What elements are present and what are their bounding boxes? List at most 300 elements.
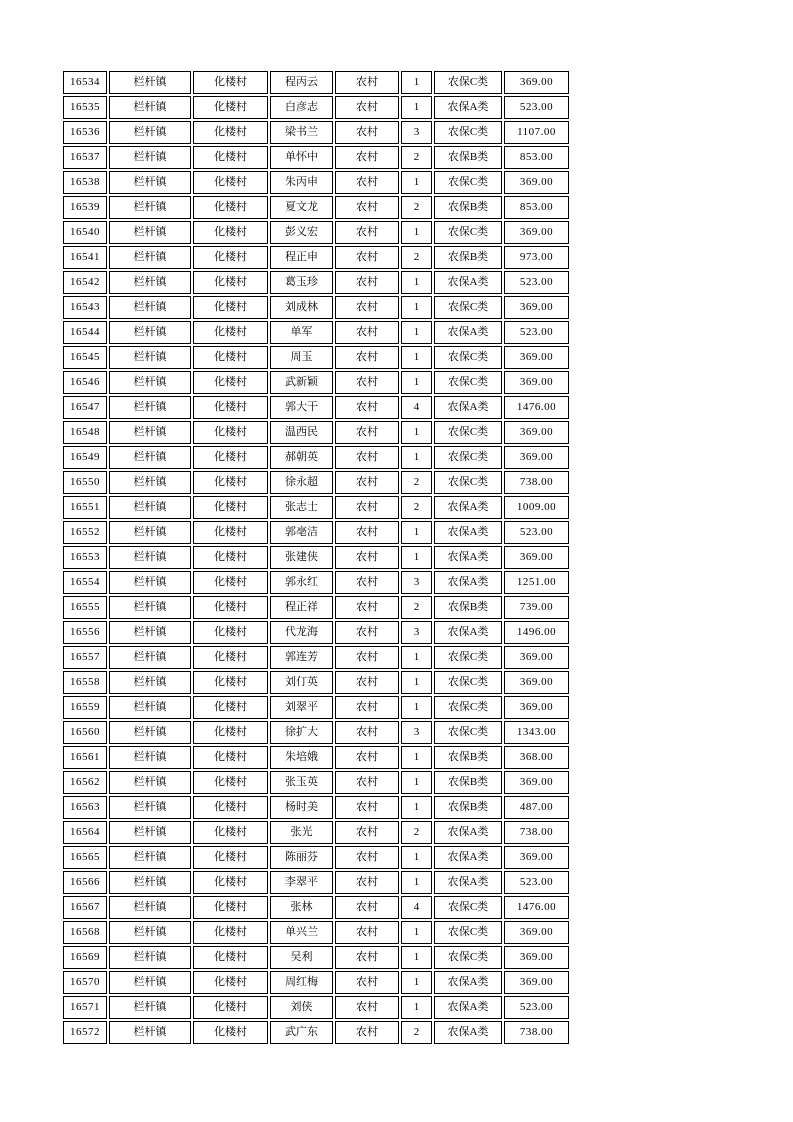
records-table-body [63,71,569,1044]
cell-insurance_class: 农保C类 [434,171,502,194]
cell-name: 温西民 [270,421,333,444]
cell-village: 化楼村 [193,571,268,594]
cell-amount: 523.00 [504,996,569,1019]
records-table [61,69,571,1046]
cell-insurance_class: 农保C类 [434,946,502,969]
cell-count: 2 [401,146,432,169]
cell-amount: 853.00 [504,196,569,219]
cell-town: 栏杆镇 [109,771,191,794]
cell-name: 程正申 [270,246,333,269]
table-row [63,296,569,319]
cell-category: 农村 [335,471,399,494]
table-row [63,246,569,269]
cell-count: 3 [401,721,432,744]
table-row [63,346,569,369]
cell-village: 化楼村 [193,846,268,869]
cell-village: 化楼村 [193,646,268,669]
cell-id: 16561 [63,746,107,769]
cell-category: 农村 [335,1021,399,1044]
cell-town: 栏杆镇 [109,846,191,869]
cell-insurance_class: 农保C类 [434,896,502,919]
cell-category: 农村 [335,421,399,444]
cell-insurance_class: 农保C类 [434,646,502,669]
table-row [63,521,569,544]
cell-name: 夏文龙 [270,196,333,219]
cell-town: 栏杆镇 [109,871,191,894]
cell-id: 16563 [63,796,107,819]
cell-town: 栏杆镇 [109,696,191,719]
cell-insurance_class: 农保A类 [434,546,502,569]
cell-insurance_class: 农保A类 [434,571,502,594]
cell-village: 化楼村 [193,1021,268,1044]
cell-name: 周玉 [270,346,333,369]
cell-count: 2 [401,821,432,844]
table-row [63,371,569,394]
cell-id: 16535 [63,96,107,119]
cell-category: 农村 [335,871,399,894]
cell-insurance_class: 农保A类 [434,996,502,1019]
cell-village: 化楼村 [193,596,268,619]
cell-village: 化楼村 [193,421,268,444]
cell-category: 农村 [335,271,399,294]
cell-id: 16552 [63,521,107,544]
cell-category: 农村 [335,996,399,1019]
cell-insurance_class: 农保B类 [434,596,502,619]
cell-count: 1 [401,296,432,319]
cell-village: 化楼村 [193,496,268,519]
cell-town: 栏杆镇 [109,446,191,469]
cell-amount: 369.00 [504,296,569,319]
cell-village: 化楼村 [193,321,268,344]
cell-insurance_class: 农保C类 [434,346,502,369]
cell-amount: 523.00 [504,521,569,544]
cell-category: 农村 [335,821,399,844]
cell-amount: 738.00 [504,1021,569,1044]
cell-village: 化楼村 [193,696,268,719]
cell-name: 单怀中 [270,146,333,169]
cell-amount: 523.00 [504,321,569,344]
cell-insurance_class: 农保A类 [434,521,502,544]
cell-insurance_class: 农保C类 [434,921,502,944]
cell-insurance_class: 农保C类 [434,371,502,394]
cell-name: 李翠平 [270,871,333,894]
cell-village: 化楼村 [193,121,268,144]
cell-id: 16538 [63,171,107,194]
cell-amount: 1476.00 [504,896,569,919]
cell-name: 梁书兰 [270,121,333,144]
cell-town: 栏杆镇 [109,671,191,694]
cell-town: 栏杆镇 [109,121,191,144]
table-row [63,96,569,119]
cell-town: 栏杆镇 [109,246,191,269]
cell-category: 农村 [335,571,399,594]
cell-amount: 369.00 [504,946,569,969]
document-page [61,69,571,1046]
cell-insurance_class: 农保B类 [434,771,502,794]
cell-amount: 369.00 [504,171,569,194]
cell-id: 16537 [63,146,107,169]
cell-count: 2 [401,196,432,219]
cell-id: 16555 [63,596,107,619]
cell-insurance_class: 农保C类 [434,446,502,469]
cell-amount: 369.00 [504,446,569,469]
cell-insurance_class: 农保A类 [434,821,502,844]
cell-village: 化楼村 [193,521,268,544]
cell-insurance_class: 农保B类 [434,196,502,219]
cell-name: 张建侠 [270,546,333,569]
cell-id: 16568 [63,921,107,944]
cell-category: 农村 [335,221,399,244]
cell-amount: 853.00 [504,146,569,169]
cell-count: 2 [401,1021,432,1044]
cell-amount: 523.00 [504,871,569,894]
cell-town: 栏杆镇 [109,271,191,294]
table-row [63,821,569,844]
cell-id: 16560 [63,721,107,744]
cell-town: 栏杆镇 [109,921,191,944]
cell-village: 化楼村 [193,296,268,319]
cell-name: 周红梅 [270,971,333,994]
cell-insurance_class: 农保C类 [434,671,502,694]
cell-count: 1 [401,696,432,719]
cell-town: 栏杆镇 [109,596,191,619]
cell-count: 1 [401,921,432,944]
table-row [63,446,569,469]
cell-count: 1 [401,671,432,694]
cell-category: 农村 [335,721,399,744]
cell-village: 化楼村 [193,246,268,269]
cell-id: 16562 [63,771,107,794]
cell-count: 1 [401,221,432,244]
cell-village: 化楼村 [193,946,268,969]
cell-category: 农村 [335,546,399,569]
table-row [63,546,569,569]
cell-village: 化楼村 [193,271,268,294]
cell-id: 16565 [63,846,107,869]
cell-count: 1 [401,746,432,769]
cell-name: 郭连芳 [270,646,333,669]
cell-village: 化楼村 [193,546,268,569]
cell-name: 朱丙申 [270,171,333,194]
cell-town: 栏杆镇 [109,321,191,344]
cell-amount: 739.00 [504,596,569,619]
cell-category: 农村 [335,446,399,469]
cell-category: 农村 [335,196,399,219]
cell-name: 单兴兰 [270,921,333,944]
cell-insurance_class: 农保C类 [434,696,502,719]
cell-name: 葛玉珍 [270,271,333,294]
cell-category: 农村 [335,671,399,694]
cell-amount: 1343.00 [504,721,569,744]
cell-village: 化楼村 [193,921,268,944]
cell-town: 栏杆镇 [109,1021,191,1044]
cell-name: 徐永超 [270,471,333,494]
cell-name: 代龙海 [270,621,333,644]
cell-name: 武新颖 [270,371,333,394]
cell-count: 1 [401,96,432,119]
cell-insurance_class: 农保C类 [434,471,502,494]
cell-id: 16554 [63,571,107,594]
table-row [63,271,569,294]
cell-name: 单军 [270,321,333,344]
cell-count: 3 [401,571,432,594]
cell-amount: 487.00 [504,796,569,819]
cell-town: 栏杆镇 [109,996,191,1019]
table-row [63,796,569,819]
cell-category: 农村 [335,71,399,94]
table-row [63,621,569,644]
cell-id: 16557 [63,646,107,669]
cell-name: 郝朝英 [270,446,333,469]
cell-village: 化楼村 [193,96,268,119]
table-row [63,221,569,244]
cell-category: 农村 [335,596,399,619]
table-row [63,1021,569,1044]
cell-count: 1 [401,446,432,469]
cell-category: 农村 [335,696,399,719]
cell-amount: 369.00 [504,221,569,244]
cell-id: 16548 [63,421,107,444]
cell-town: 栏杆镇 [109,746,191,769]
cell-id: 16570 [63,971,107,994]
cell-count: 1 [401,971,432,994]
cell-village: 化楼村 [193,221,268,244]
cell-count: 1 [401,171,432,194]
cell-amount: 1251.00 [504,571,569,594]
cell-village: 化楼村 [193,196,268,219]
cell-insurance_class: 农保B类 [434,796,502,819]
cell-insurance_class: 农保C类 [434,71,502,94]
cell-name: 程丙云 [270,71,333,94]
cell-amount: 369.00 [504,771,569,794]
cell-name: 郭亳洁 [270,521,333,544]
cell-category: 农村 [335,771,399,794]
cell-village: 化楼村 [193,146,268,169]
cell-village: 化楼村 [193,371,268,394]
cell-insurance_class: 农保A类 [434,496,502,519]
cell-insurance_class: 农保A类 [434,621,502,644]
cell-category: 农村 [335,846,399,869]
cell-amount: 1009.00 [504,496,569,519]
cell-category: 农村 [335,896,399,919]
cell-name: 徐扩大 [270,721,333,744]
cell-village: 化楼村 [193,771,268,794]
cell-id: 16541 [63,246,107,269]
cell-amount: 1496.00 [504,621,569,644]
cell-id: 16543 [63,296,107,319]
table-row [63,596,569,619]
cell-town: 栏杆镇 [109,521,191,544]
cell-insurance_class: 农保A类 [434,96,502,119]
cell-amount: 369.00 [504,371,569,394]
cell-town: 栏杆镇 [109,721,191,744]
cell-village: 化楼村 [193,996,268,1019]
cell-count: 2 [401,471,432,494]
cell-category: 农村 [335,96,399,119]
cell-name: 张玉英 [270,771,333,794]
cell-name: 武广东 [270,1021,333,1044]
table-row [63,121,569,144]
cell-name: 张光 [270,821,333,844]
cell-village: 化楼村 [193,971,268,994]
cell-town: 栏杆镇 [109,146,191,169]
cell-village: 化楼村 [193,346,268,369]
table-row [63,496,569,519]
cell-amount: 523.00 [504,96,569,119]
cell-insurance_class: 农保C类 [434,296,502,319]
cell-town: 栏杆镇 [109,496,191,519]
cell-insurance_class: 农保B类 [434,146,502,169]
cell-count: 1 [401,796,432,819]
cell-town: 栏杆镇 [109,296,191,319]
cell-insurance_class: 农保A类 [434,396,502,419]
cell-id: 16572 [63,1021,107,1044]
cell-category: 农村 [335,121,399,144]
cell-town: 栏杆镇 [109,971,191,994]
cell-insurance_class: 农保B类 [434,246,502,269]
cell-insurance_class: 农保A类 [434,1021,502,1044]
cell-amount: 368.00 [504,746,569,769]
cell-category: 农村 [335,921,399,944]
cell-name: 陈丽芬 [270,846,333,869]
cell-name: 刘成林 [270,296,333,319]
cell-count: 1 [401,71,432,94]
cell-category: 农村 [335,746,399,769]
cell-name: 吴利 [270,946,333,969]
cell-town: 栏杆镇 [109,946,191,969]
cell-count: 1 [401,546,432,569]
cell-town: 栏杆镇 [109,546,191,569]
table-row [63,471,569,494]
table-row [63,871,569,894]
cell-name: 张林 [270,896,333,919]
table-row [63,71,569,94]
cell-count: 2 [401,246,432,269]
cell-count: 1 [401,646,432,669]
cell-category: 农村 [335,321,399,344]
cell-category: 农村 [335,971,399,994]
cell-id: 16553 [63,546,107,569]
cell-count: 1 [401,271,432,294]
table-row [63,396,569,419]
cell-count: 4 [401,396,432,419]
cell-category: 农村 [335,171,399,194]
cell-amount: 1107.00 [504,121,569,144]
cell-id: 16559 [63,696,107,719]
cell-id: 16558 [63,671,107,694]
cell-village: 化楼村 [193,671,268,694]
cell-town: 栏杆镇 [109,646,191,669]
cell-insurance_class: 农保A类 [434,271,502,294]
cell-count: 1 [401,846,432,869]
cell-insurance_class: 农保A类 [434,871,502,894]
cell-count: 1 [401,871,432,894]
table-row [63,846,569,869]
cell-amount: 973.00 [504,246,569,269]
cell-town: 栏杆镇 [109,896,191,919]
cell-village: 化楼村 [193,396,268,419]
cell-count: 1 [401,521,432,544]
table-row [63,421,569,444]
cell-id: 16539 [63,196,107,219]
cell-town: 栏杆镇 [109,171,191,194]
table-row [63,146,569,169]
table-row [63,971,569,994]
cell-id: 16564 [63,821,107,844]
cell-count: 1 [401,371,432,394]
cell-count: 2 [401,496,432,519]
cell-id: 16569 [63,946,107,969]
table-row [63,721,569,744]
cell-name: 彭义宏 [270,221,333,244]
table-row [63,996,569,1019]
cell-town: 栏杆镇 [109,96,191,119]
table-row [63,746,569,769]
cell-id: 16544 [63,321,107,344]
cell-category: 农村 [335,396,399,419]
cell-amount: 738.00 [504,821,569,844]
cell-id: 16550 [63,471,107,494]
cell-town: 栏杆镇 [109,396,191,419]
cell-id: 16551 [63,496,107,519]
table-row [63,321,569,344]
cell-insurance_class: 农保C类 [434,221,502,244]
cell-category: 农村 [335,296,399,319]
cell-id: 16546 [63,371,107,394]
cell-insurance_class: 农保C类 [434,421,502,444]
cell-village: 化楼村 [193,796,268,819]
cell-amount: 369.00 [504,546,569,569]
cell-name: 白彦志 [270,96,333,119]
cell-category: 农村 [335,621,399,644]
cell-town: 栏杆镇 [109,71,191,94]
cell-category: 农村 [335,496,399,519]
cell-amount: 369.00 [504,671,569,694]
cell-village: 化楼村 [193,721,268,744]
table-row [63,646,569,669]
cell-name: 郭永红 [270,571,333,594]
cell-town: 栏杆镇 [109,821,191,844]
cell-id: 16534 [63,71,107,94]
cell-village: 化楼村 [193,446,268,469]
cell-town: 栏杆镇 [109,346,191,369]
cell-count: 1 [401,346,432,369]
cell-insurance_class: 农保A类 [434,846,502,869]
cell-village: 化楼村 [193,621,268,644]
cell-amount: 369.00 [504,646,569,669]
cell-count: 1 [401,421,432,444]
cell-name: 程正祥 [270,596,333,619]
cell-id: 16547 [63,396,107,419]
cell-category: 农村 [335,146,399,169]
cell-insurance_class: 农保B类 [434,746,502,769]
cell-name: 刘翠平 [270,696,333,719]
table-row [63,571,569,594]
table-row [63,946,569,969]
table-row [63,771,569,794]
cell-name: 郭大干 [270,396,333,419]
cell-category: 农村 [335,521,399,544]
cell-count: 1 [401,771,432,794]
cell-count: 1 [401,946,432,969]
cell-town: 栏杆镇 [109,571,191,594]
cell-name: 朱培娥 [270,746,333,769]
cell-id: 16542 [63,271,107,294]
cell-name: 杨时美 [270,796,333,819]
cell-insurance_class: 农保C类 [434,721,502,744]
cell-town: 栏杆镇 [109,421,191,444]
cell-village: 化楼村 [193,871,268,894]
